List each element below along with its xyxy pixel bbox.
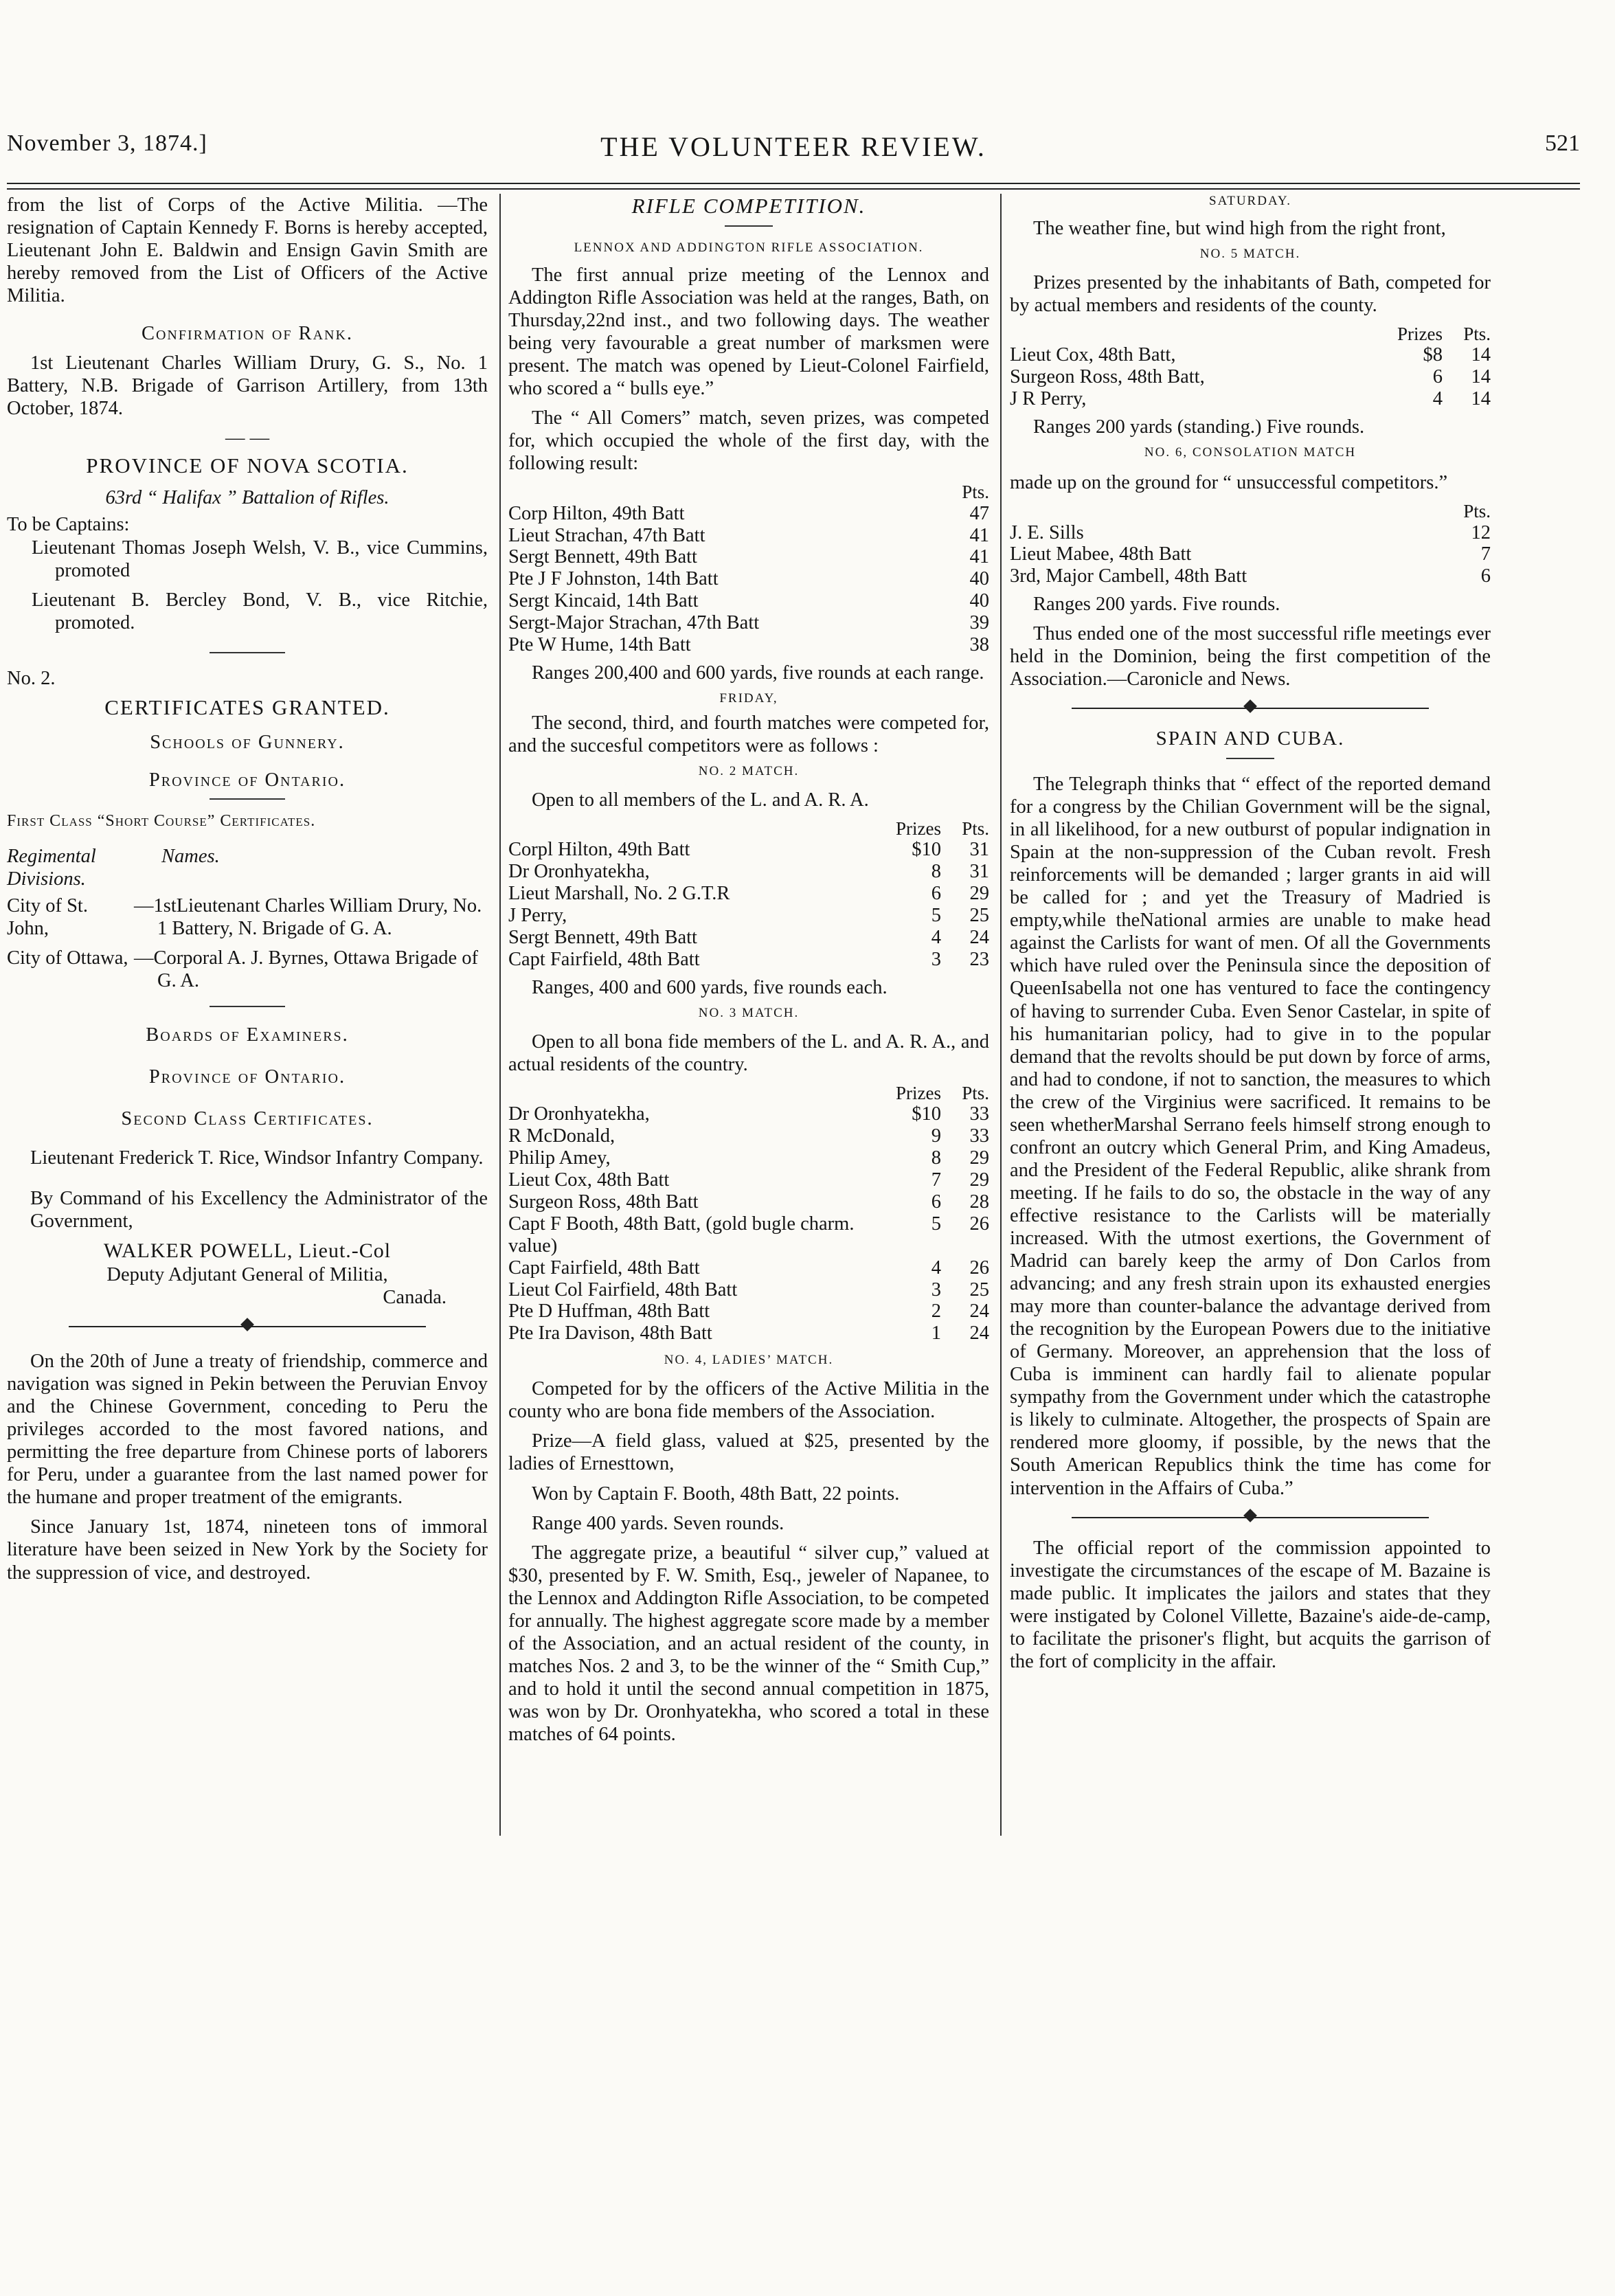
points-value: 23 bbox=[969, 949, 989, 970]
points-value: 24 bbox=[969, 927, 989, 949]
confirmation-text: 1st Lieutenant Charles William Drury, G. S., No. 1 Battery, N.B. Brigade of Garrison Artillery, from 13th October, 1874. bbox=[7, 352, 488, 420]
division-city: City of Ottawa, bbox=[7, 947, 128, 969]
article-paragraph: Prize—A field glass, valued at $25, presented by the ladies of Ernesttown, bbox=[508, 1430, 989, 1475]
points-value: 40 bbox=[969, 590, 989, 612]
prize-value: 6 bbox=[931, 883, 941, 905]
short-rule bbox=[725, 225, 773, 227]
points-value: 38 bbox=[969, 634, 989, 656]
article-subtitle: LENNOX AND ADDINGTON RIFLE ASSOCIATION. bbox=[574, 240, 924, 255]
table-row bbox=[508, 1169, 989, 1191]
competitor-name: J R Perry, bbox=[1010, 388, 1087, 410]
section-separator bbox=[1010, 701, 1491, 715]
day-heading: SATURDAY. bbox=[1209, 194, 1291, 208]
dash-separator: — — bbox=[225, 427, 270, 449]
prizes-header: Prizes bbox=[896, 1083, 941, 1104]
points-header: Pts. bbox=[1463, 501, 1491, 522]
article-title: RIFLE COMPETITION. bbox=[631, 194, 866, 218]
competitor-name: J. E. Sills bbox=[1010, 521, 1084, 543]
results-table-all-comers bbox=[508, 482, 989, 656]
prizes-header: Prizes bbox=[896, 818, 941, 840]
table-row bbox=[508, 839, 989, 861]
prize-value: 4 bbox=[1432, 388, 1443, 410]
prizes-header: Prizes bbox=[1397, 324, 1443, 345]
table-row bbox=[1010, 344, 1491, 366]
competitor-name: Sergt Bennett, 49th Batt bbox=[508, 927, 697, 949]
competitor-name: Dr Oronhyatekha, bbox=[508, 861, 650, 883]
points-value: 26 bbox=[969, 1213, 989, 1235]
article-paragraph: The Telegraph thinks that “ effect of the reported demand for a congress by the Chilian Government will be the signal, in all likelihood, for a new outburst of popular indignation in Spain at the non-suppression of the Cuban revolt. Fresh reinforcements will be demanded ; larger grants in aid will be called for ; and yet the Treasury of Madried is empty,while theNational armies are unable to make head against the Carlists for want of men. Of all the Governments which have ruled over the Peninsula since the deposition of QueenIsabella not one has ventured to face the contingency of having to surrender Cuba. Even Senor Castelar, in spite of his humanitarian policy, had to give in to the popular demand that the revolts should be put down by force of arms, and had to condone, if not to sanction, the measures to which the crew of the Virginius were sacrificed. It remains to be seen whetherMarshal Serrano feels himself strong enough to confront an outcry which General Prim, and King Amadeus, and the President of the Federal Republic, alike shrank from meeting. If he fails to do so, the obstacle in the way of any effective resistance to the Carlists will be materially increased. With the utmost exertions, the Government of Madrid can barely keep the army of Don Carlos from advancing; and any fresh strain upon its exhausted energies may more than counter-balance the advantage derived from the recognition by the European Powers due to the initiative of Germany. Moreover, an apprehension that the loss of Cuba is imminent can hardly fail to alienate popular sympathy from the Government under which the catastrophe is likely to culminate. Altogether, the prospects of Spain are rendered more gloomy, if possible, by the news that the South American Republics think the time has come for intervention in the Affairs of Cuba.” bbox=[1010, 774, 1491, 1499]
names-label: Names. bbox=[161, 845, 220, 867]
division-name: —1stLieutenant Charles William Drury, No. 1 Battery, N. Brigade of G. A. bbox=[134, 894, 482, 939]
article-paragraph: The “ All Comers” match, seven prizes, was competed for, which occupied the whole of the first day, with the following result: bbox=[508, 407, 989, 475]
article-paragraph: Ranges 200 yards. Five rounds. bbox=[1033, 594, 1280, 616]
militia-notice: from the list of Corps of the Active Militia. —The resignation of Captain Kennedy F. Borns is hereby accepted, Lieutenant John E. Baldwin and Ensign Gavin Smith are hereby removed from the List of Officers of the Active Militia. bbox=[7, 194, 488, 307]
competitor-name: Surgeon Ross, 48th Batt bbox=[508, 1191, 699, 1213]
province-subheading: Province of Ontario. bbox=[148, 1066, 346, 1088]
prize-value: 8 bbox=[931, 861, 941, 883]
competitor-name: Corp Hilton, 49th Batt bbox=[508, 502, 685, 524]
section-heading: Confirmation of Rank. bbox=[141, 323, 354, 345]
results-table-match-3 bbox=[508, 1083, 989, 1344]
points-value: 41 bbox=[969, 524, 989, 546]
competitor-name: Lieut Strachan, 47th Batt bbox=[508, 524, 705, 546]
page-number: 521 bbox=[1545, 131, 1580, 156]
table-row bbox=[508, 1323, 989, 1344]
competitor-name: Sergt Kincaid, 14th Batt bbox=[508, 590, 699, 612]
table-row bbox=[508, 905, 989, 927]
prize-value: 5 bbox=[931, 905, 941, 927]
table-row bbox=[508, 927, 989, 949]
points-value: 39 bbox=[969, 612, 989, 634]
prize-value: 6 bbox=[1432, 366, 1443, 388]
article-paragraph: Open to all bona fide members of the L. and A. R. A., and actual residents of the country. bbox=[508, 1031, 989, 1076]
table-row bbox=[508, 1191, 989, 1213]
points-value: 7 bbox=[1480, 543, 1491, 565]
points-header: Pts. bbox=[1463, 324, 1491, 345]
article-paragraph: Thus ended one of the most successful rifle meetings ever held in the Dominion, being the first competition of the Association.—Caronicle and News. bbox=[1010, 623, 1491, 690]
article-paragraph: Ranges 200 yards (standing.) Five rounds. bbox=[1033, 416, 1365, 438]
competitor-name: Sergt-Major Strachan, 47th Batt bbox=[508, 612, 760, 634]
division-entry bbox=[7, 894, 488, 940]
column-left bbox=[7, 194, 488, 1591]
prize-value: $10 bbox=[912, 1103, 941, 1125]
short-rule bbox=[210, 652, 285, 653]
article-paragraph: The first annual prize meeting of the Lennox and Addington Rifle Association was held at the ranges, Bath, on Thursday,22nd inst., and two following days. The weather being very favourable a great number of marksmen were present. The match was opened by Lieut-Colonel Fairfield, who scored a “ bulls eye.” bbox=[508, 264, 989, 400]
table-row bbox=[508, 503, 989, 525]
results-table-match-5 bbox=[1010, 324, 1491, 410]
competitor-name: Capt F Booth, 48th Batt, (gold bugle charm. value) bbox=[508, 1213, 855, 1257]
table-row bbox=[508, 883, 989, 905]
issue-date: November 3, 1874.] bbox=[7, 131, 207, 156]
day-heading: FRIDAY, bbox=[719, 691, 778, 706]
short-rule bbox=[210, 1006, 285, 1007]
competitor-name: Lieut Cox, 48th Batt bbox=[508, 1169, 670, 1191]
column-divider bbox=[1000, 194, 1002, 1836]
certificates-heading: CERTIFICATES GRANTED. bbox=[104, 695, 390, 719]
short-rule bbox=[1226, 758, 1274, 759]
points-header: Pts. bbox=[962, 1083, 989, 1104]
article-paragraph: The second, third, and fourth matches were competed for, and the succesful competitors were as follows : bbox=[508, 712, 989, 757]
literature-article: Since January 1st, 1874, nineteen tons of immoral literature have been seized in New York by the Society for the suppression of vice, and destroyed. bbox=[7, 1516, 488, 1584]
column-divider bbox=[499, 194, 501, 1836]
points-value: 31 bbox=[969, 861, 989, 883]
points-value: 29 bbox=[969, 1169, 989, 1191]
table-row bbox=[508, 546, 989, 568]
competitor-name: Lieut Mabee, 48th Batt bbox=[1010, 543, 1192, 565]
header-rule bbox=[7, 183, 1580, 190]
points-header: Pts. bbox=[962, 482, 989, 503]
signer-title: Deputy Adjutant General of Militia, bbox=[106, 1263, 388, 1285]
table-row bbox=[508, 1103, 989, 1125]
article-paragraph: Range 400 yards. Seven rounds. bbox=[532, 1512, 784, 1534]
prize-value: 9 bbox=[931, 1125, 941, 1147]
competitor-name: Pte J F Johnston, 14th Batt bbox=[508, 568, 719, 590]
table-row bbox=[508, 1147, 989, 1169]
points-value: 12 bbox=[1471, 521, 1491, 543]
prize-value: 6 bbox=[931, 1191, 941, 1213]
table-row bbox=[508, 1257, 989, 1279]
publication-title: THE VOLUNTEER REVIEW. bbox=[600, 131, 986, 162]
competitor-name: Lieut Marshall, No. 2 G.T.R bbox=[508, 883, 730, 905]
prize-value: 2 bbox=[931, 1301, 941, 1323]
table-row bbox=[508, 590, 989, 612]
captains-label: To be Captains: bbox=[7, 514, 130, 536]
table-row bbox=[508, 861, 989, 883]
schools-heading: Schools of Gunnery. bbox=[150, 731, 345, 753]
treaty-article: On the 20th of June a treaty of friendship, commerce and navigation was signed in Pekin between the Peruvian Envoy and the Chinese Government, conceding to Peru the privileges accorded to the most favored nations, and permitting the free departure from Chinese ports of laborers for Peru, under a guarantee from the last named power for the humane and proper treatment of the emigrants. bbox=[7, 1351, 488, 1509]
competitor-name: Lieut Cox, 48th Batt, bbox=[1010, 344, 1176, 366]
examiner-text: Lieutenant Frederick T. Rice, Windsor Infantry Company. bbox=[30, 1147, 484, 1169]
points-value: 25 bbox=[969, 1279, 989, 1301]
points-value: 47 bbox=[969, 502, 989, 524]
points-value: 40 bbox=[969, 568, 989, 590]
competitor-name: 3rd, Major Cambell, 48th Batt bbox=[1010, 565, 1247, 587]
article-paragraph: The aggregate prize, a beautiful “ silver cup,” valued at $30, presented by F. W. Smith, Esq., jeweler of Napanee, to the Lennox and Addington Rifle Association, to be competed for annually. The highest aggregate score made by a member of the Association, and an actual resident of the county, in matches Nos. 2 and 3, to be the winner of the “ Smith Cup,” and to hold it until the second annual competition in 1875, was won by Dr. Oronhyatekha, who scored a total in these matches of 64 points. bbox=[508, 1542, 989, 1745]
prize-value: 4 bbox=[931, 1257, 941, 1279]
prize-value: 3 bbox=[931, 1279, 941, 1301]
table-row bbox=[508, 949, 989, 971]
table-row bbox=[508, 1213, 989, 1257]
article-paragraph: made up on the ground for “ unsuccessful competitors.” bbox=[1010, 472, 1448, 494]
table-row bbox=[508, 612, 989, 634]
table-row bbox=[508, 1125, 989, 1147]
prize-value: 1 bbox=[931, 1323, 941, 1344]
match-heading: NO. 5 MATCH. bbox=[1199, 247, 1301, 262]
table-row bbox=[1010, 388, 1491, 410]
article-paragraph: Ranges, 400 and 600 yards, five rounds each. bbox=[532, 976, 888, 998]
prize-value: $10 bbox=[912, 839, 941, 861]
article-paragraph: Ranges 200,400 and 600 yards, five rounds at each range. bbox=[532, 662, 984, 684]
article-paragraph: The weather fine, but wind high from the right front, bbox=[1033, 218, 1446, 240]
points-value: 33 bbox=[969, 1103, 989, 1125]
column-middle bbox=[508, 194, 989, 1753]
article-paragraph: Competed for by the officers of the Active Militia in the county who are bona fide members of the Association. bbox=[508, 1378, 989, 1423]
table-row bbox=[508, 1279, 989, 1301]
competitor-name: Sergt Bennett, 49th Batt bbox=[508, 546, 697, 568]
table-row bbox=[508, 525, 989, 547]
table-row bbox=[508, 1301, 989, 1323]
division-entry bbox=[7, 947, 488, 992]
points-value: 14 bbox=[1471, 388, 1491, 410]
province-subheading: Province of Ontario. bbox=[148, 769, 346, 791]
competitor-name: Surgeon Ross, 48th Batt, bbox=[1010, 366, 1205, 388]
divisions-label: Regimental Divisions. bbox=[7, 845, 96, 890]
results-table-match-6 bbox=[1010, 501, 1491, 587]
table-row bbox=[508, 568, 989, 590]
competitor-name: Capt Fairfield, 48th Batt bbox=[508, 1257, 700, 1279]
class-heading: First Class “Short Course” Certificates. bbox=[7, 811, 316, 830]
captain-appointment: Lieutenant B. Bercley Bond, V. B., vice Ritchie, promoted. bbox=[32, 589, 488, 633]
prize-value: 5 bbox=[931, 1213, 941, 1235]
division-city: City of St. John, bbox=[7, 894, 88, 939]
points-value: 24 bbox=[969, 1323, 989, 1344]
competitor-name: Pte D Huffman, 48th Batt bbox=[508, 1301, 710, 1323]
points-value: 41 bbox=[969, 546, 989, 568]
match-heading: NO. 6, CONSOLATION MATCH bbox=[1144, 445, 1357, 460]
results-table-match-2 bbox=[508, 818, 989, 971]
competitor-name: Corpl Hilton, 49th Batt bbox=[508, 839, 690, 861]
points-value: 14 bbox=[1471, 366, 1491, 388]
table-row bbox=[1010, 366, 1491, 388]
prize-value: 7 bbox=[931, 1169, 941, 1191]
section-number: No. 2. bbox=[7, 667, 56, 689]
division-name: —Corporal A. J. Byrnes, Ottawa Brigade of G. A. bbox=[134, 947, 479, 991]
prize-value: 3 bbox=[931, 949, 941, 970]
competitor-name: Pte Ira Davison, 48th Batt bbox=[508, 1323, 712, 1344]
prize-value: $8 bbox=[1423, 344, 1443, 366]
competitor-name: Pte W Hume, 14th Batt bbox=[508, 634, 691, 656]
match-heading: NO. 3 MATCH. bbox=[698, 1005, 800, 1020]
divisions-header bbox=[7, 845, 488, 890]
command-text: By Command of his Excellency the Administrator of the Government, bbox=[30, 1188, 488, 1233]
points-value: 14 bbox=[1471, 344, 1491, 366]
points-value: 28 bbox=[969, 1191, 989, 1213]
points-value: 31 bbox=[969, 839, 989, 861]
article-paragraph: Prizes presented by the inhabitants of Bath, competed for by actual members and residents of the county. bbox=[1010, 272, 1491, 317]
article-paragraph: Won by Captain F. Booth, 48th Batt, 22 points. bbox=[532, 1483, 900, 1505]
competitor-name: Capt Fairfield, 48th Batt bbox=[508, 949, 700, 970]
competitor-name: J Perry, bbox=[508, 905, 567, 927]
signer-name: WALKER POWELL, Lieut.-Col bbox=[103, 1239, 392, 1263]
column-right bbox=[1010, 194, 1491, 1680]
points-value: 29 bbox=[969, 1147, 989, 1169]
captain-appointment: Lieutenant Thomas Joseph Welsh, V. B., vice Cummins, promoted bbox=[32, 537, 488, 581]
prize-value: 4 bbox=[931, 927, 941, 949]
points-value: 25 bbox=[969, 905, 989, 927]
signer-place: Canada. bbox=[383, 1287, 447, 1309]
competitor-name: Dr Oronhyatekha, bbox=[508, 1103, 650, 1125]
province-heading: PROVINCE OF NOVA SCOTIA. bbox=[86, 453, 409, 478]
points-value: 26 bbox=[969, 1257, 989, 1279]
competitor-name: Lieut Col Fairfield, 48th Batt bbox=[508, 1279, 738, 1301]
prize-value: 8 bbox=[931, 1147, 941, 1169]
article-paragraph: Open to all members of the L. and A. R. A. bbox=[532, 789, 869, 811]
short-rule bbox=[210, 798, 285, 800]
table-row bbox=[1010, 565, 1491, 587]
competitor-name: R McDonald, bbox=[508, 1125, 615, 1147]
page-header bbox=[7, 131, 1580, 179]
article-title: SPAIN AND CUBA. bbox=[1155, 728, 1345, 750]
table-row bbox=[508, 634, 989, 656]
match-heading: NO. 2 MATCH. bbox=[698, 764, 800, 779]
points-value: 33 bbox=[969, 1125, 989, 1147]
points-value: 6 bbox=[1480, 565, 1491, 587]
competitor-name: Philip Amey, bbox=[508, 1147, 611, 1169]
points-value: 29 bbox=[969, 883, 989, 905]
section-separator bbox=[7, 1320, 488, 1333]
article-paragraph: The official report of the commission appointed to investigate the circumstances of the escape of M. Bazaine is made public. It implicates the jailors and states that they were instigated by Colonel Villette, Bazaine's aide-de-camp, to facilitate the prisoner's flight, but acquits the garrison of the fort of complicity in the affair. bbox=[1010, 1537, 1491, 1672]
match-heading: NO. 4, LADIES’ MATCH. bbox=[664, 1353, 834, 1368]
points-header: Pts. bbox=[962, 818, 989, 840]
class-heading: Second Class Certificates. bbox=[121, 1108, 374, 1129]
table-row bbox=[1010, 543, 1491, 565]
battalion-heading: 63rd “ Halifax ” Battalion of Rifles. bbox=[105, 487, 389, 509]
boards-heading: Boards of Examiners. bbox=[146, 1024, 349, 1046]
section-separator bbox=[1010, 1511, 1491, 1524]
table-row bbox=[1010, 522, 1491, 544]
points-value: 24 bbox=[969, 1301, 989, 1323]
